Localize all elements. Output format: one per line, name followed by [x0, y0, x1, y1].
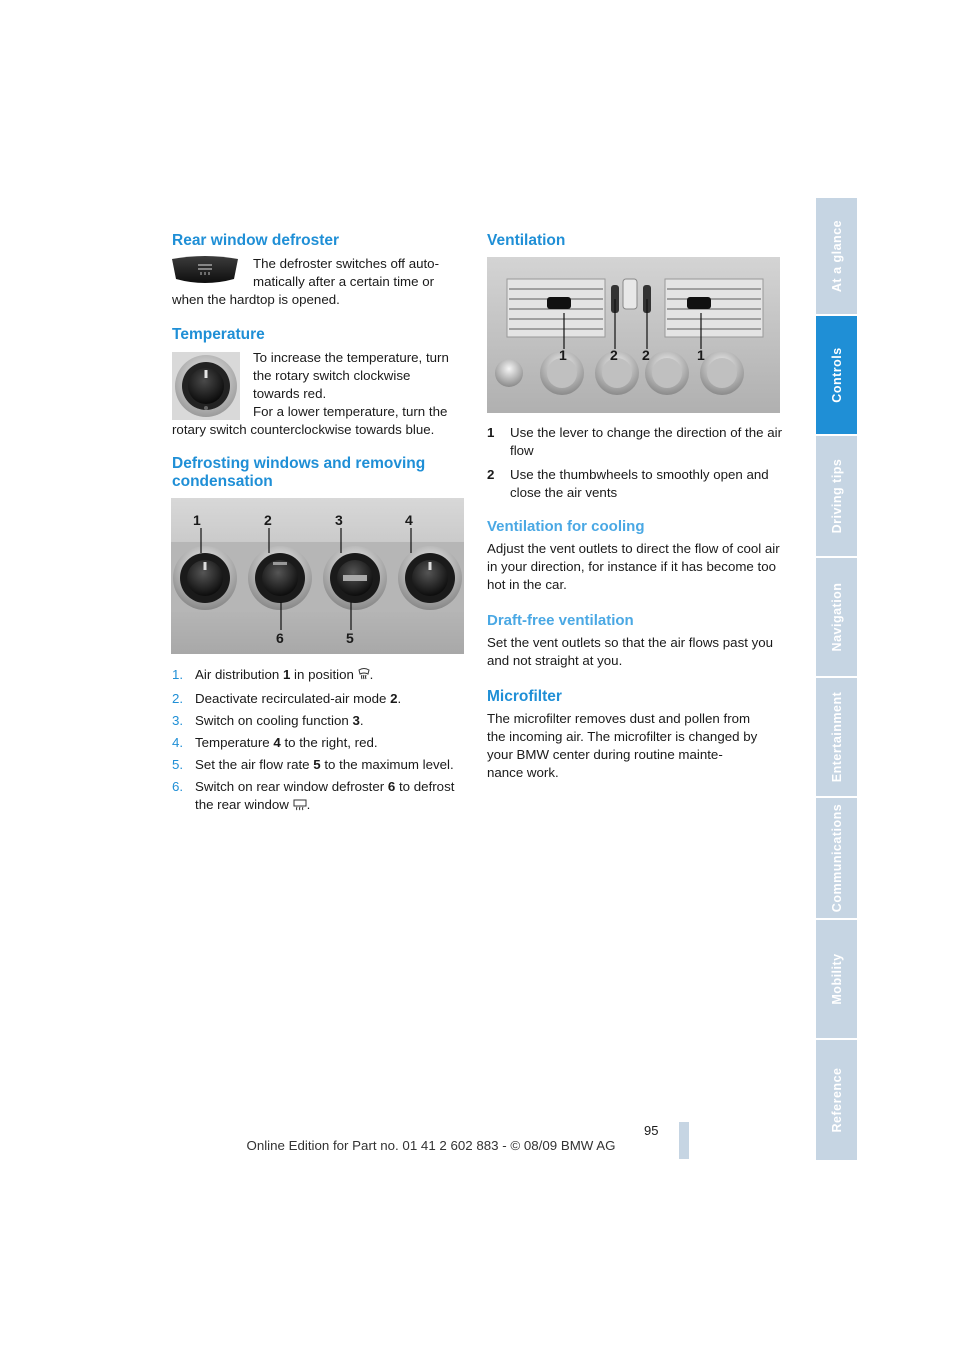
tab-label: Controls: [829, 347, 844, 403]
vent-figure-label-2a: 2: [610, 347, 618, 363]
tab-driving-tips[interactable]: [816, 436, 857, 558]
rear-defroster-heading: Rear window defroster: [172, 232, 340, 249]
list-item: 1 Use the lever to change the direction of the air flow: [487, 425, 783, 458]
temperature-knob-image: [172, 352, 240, 420]
temperature-text-1: To increase the temperature, turn: [253, 350, 449, 365]
vent-figure-label-1b: 1: [697, 347, 705, 363]
list-item: 3. Switch on cooling function 3.: [172, 713, 364, 728]
ventilation-items: [487, 424, 782, 506]
draft-free-heading: Draft-free ventilation: [487, 612, 634, 629]
cooling-text: Adjust the vent outlets to direct the flow of cool air in your direction, for instance if it has become too hot in the car.: [487, 541, 780, 592]
rear-window-defrost-icon: [293, 798, 307, 816]
tab-label: Navigation: [829, 582, 844, 652]
tab-label: Driving tips: [829, 458, 844, 534]
microfilter-heading: Microfilter: [487, 688, 562, 705]
tab-at-a-glance[interactable]: [816, 198, 857, 316]
cooling-heading: Ventilation for cooling: [487, 518, 645, 535]
vent-figure-label-1a: 1: [559, 347, 567, 363]
figure-label-2: 2: [264, 512, 272, 528]
rear-defroster-text-2: matically after a certain time or: [253, 274, 435, 289]
defrosting-heading-1: Defrosting windows and removing: [172, 455, 426, 472]
temperature-text-4: For a lower temperature, turn the: [253, 404, 448, 419]
defrosting-heading-2: condensation: [172, 473, 273, 490]
footer-text: Online Edition for Part no. 01 41 2 602 883 - © 08/09 BMW AG: [246, 1138, 616, 1153]
list-item: 5. Set the air flow rate 5 to the maximum level.: [172, 757, 454, 772]
tab-reference[interactable]: [816, 1040, 857, 1160]
page-number: 95: [644, 1123, 659, 1138]
tab-label: Mobility: [829, 953, 844, 1005]
list-item: 2. Deactivate recirculated-air mode 2.: [172, 691, 402, 706]
list-item: 1. Air distribution 1 in position .: [172, 666, 472, 686]
tab-label: At a glance: [829, 219, 844, 293]
list-item: 6. Switch on rear window defroster 6 to defrost the rear window .: [172, 778, 460, 816]
tab-communications[interactable]: [816, 798, 857, 920]
figure-label-5: 5: [346, 630, 354, 646]
ventilation-heading: Ventilation: [487, 232, 566, 249]
climate-controls-figure: [171, 498, 464, 654]
figure-label-1: 1: [193, 512, 201, 528]
list-item: 4. Temperature 4 to the right, red.: [172, 735, 378, 750]
microfilter-text-4: nance work.: [487, 765, 559, 780]
temperature-text-3: towards red.: [253, 386, 327, 401]
microfilter-text-1: The microfilter removes dust and pollen from: [487, 711, 751, 726]
rear-defroster-text-3: when the hardtop is opened.: [172, 292, 340, 307]
tab-navigation[interactable]: [816, 558, 857, 678]
tab-entertainment[interactable]: [816, 678, 857, 798]
temperature-text-2: the rotary switch clockwise: [253, 368, 411, 383]
tab-controls[interactable]: [816, 316, 857, 436]
figure-label-3: 3: [335, 512, 343, 528]
ventilation-figure: [487, 257, 780, 413]
temperature-heading: Temperature: [172, 326, 265, 343]
rear-defroster-button-icon: [170, 253, 240, 287]
windshield-defrost-icon: [358, 667, 370, 686]
rear-defroster-text-1: The defroster switches off auto-: [253, 256, 440, 271]
microfilter-text-3: your BMW center during routine mainte-: [487, 747, 723, 762]
tab-label: Entertainment: [829, 691, 844, 783]
tab-label: Reference: [829, 1067, 844, 1133]
microfilter-text-2: the incoming air. The microfilter is changed by: [487, 729, 758, 744]
vent-figure-label-2b: 2: [642, 347, 650, 363]
temperature-text-5: rotary switch counterclockwise towards blue.: [172, 422, 435, 437]
draft-free-text: Set the vent outlets so that the air flows past you and not straight at you.: [487, 635, 774, 668]
figure-label-6: 6: [276, 630, 284, 646]
figure-label-4: 4: [405, 512, 413, 528]
defrosting-steps: [172, 666, 472, 820]
tab-mobility[interactable]: [816, 920, 857, 1040]
list-item: 2 Use the thumbwheels to smoothly open and close the air vents: [487, 467, 769, 500]
tab-label: Communications: [829, 803, 844, 913]
chapter-tabs: [816, 198, 857, 1160]
